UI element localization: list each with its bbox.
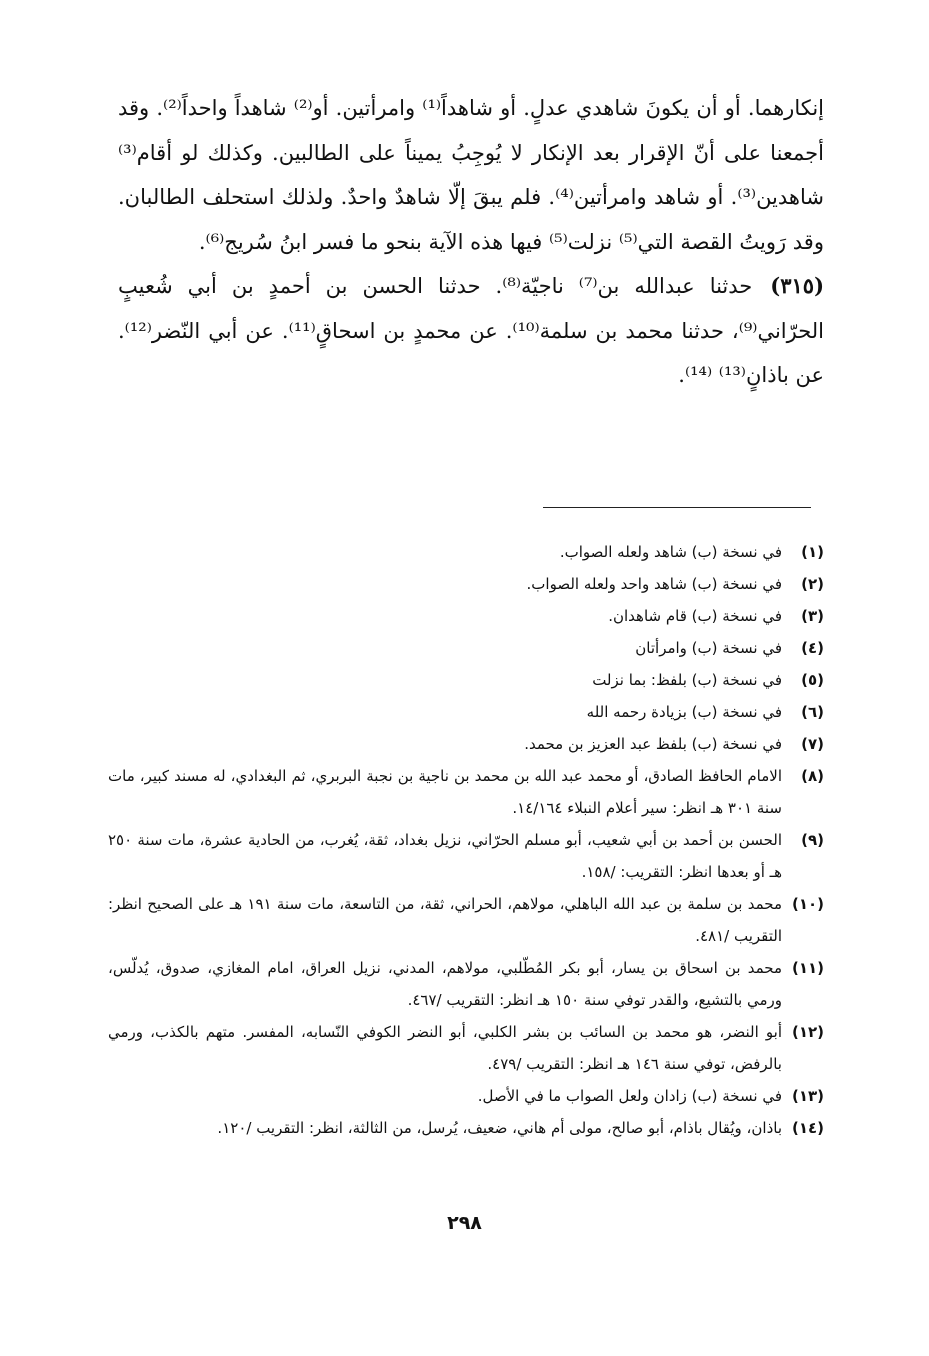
footnote-number: (٣) bbox=[801, 607, 824, 625]
page-number: ٢٩٨ bbox=[447, 1212, 482, 1234]
footnote-text: في نسخة (ب) بلفظ: بما نزلت bbox=[592, 671, 782, 689]
footnote-number: (١) bbox=[801, 543, 824, 561]
footnote-number: (٤) bbox=[801, 639, 824, 657]
footnote-text: في نسخة (ب) شاهد ولعله الصواب. bbox=[559, 543, 782, 561]
footnote-text: الامام الحافظ الصادق، أو محمد عبد الله بن محمد بن ناجية بن نجبة البربري، ثم البغدادي، له مسند كبير، مات سنة ٣٠١ هـ انظر: سير أعلام النبلاء ١٤/١٦٤. bbox=[108, 767, 782, 817]
footnote-text: في نسخة (ب) شاهد واحد ولعله الصواب. bbox=[526, 575, 782, 593]
footnote-item bbox=[108, 632, 824, 664]
footnote-text: باذان، ويُقال باذام، أبو صالح، مولى أم هاني، ضعيف، يُرسل، من الثالثة، انظر: التقريب /١٢٠. bbox=[217, 1119, 782, 1137]
footnote-number: (١٣) bbox=[791, 1087, 824, 1105]
main-paragraph: إنكارهما. أو أن يكونَ شاهدي عدلٍ. أو شاهداً⁽¹⁾ وامرأتين. أو⁽²⁾ شاهداً واحداً⁽²⁾. وقد أجمعنا على أنّ الإقرار بعد الإنكار لا يُوجِبُ يميناً على الطالبين. وكذلك لو أقام⁽³⁾ شاهدين⁽³⁾. أو شاهد وامرأتين⁽⁴⁾. فلم يبقَ إلّا شاهدٌ واحدٌ. ولذلك استحلف الطالبان. وقد رَويتُ القصة التي⁽⁵⁾ نزلت⁽⁵⁾ فيها هذه الآية بنحو ما فسر ابنُ سُريج⁽⁶⁾. bbox=[118, 96, 824, 254]
main-text bbox=[118, 86, 824, 398]
footnote-text: في نسخة (ب) زادان ولعل الصواب ما في الأصل. bbox=[477, 1087, 782, 1105]
footnote-item bbox=[108, 664, 824, 696]
footnote-item bbox=[108, 536, 824, 568]
footnote-text: في نسخة (ب) بزيادة رحمه الله bbox=[586, 703, 782, 721]
footnote-text: في نسخة (ب) قام شاهدان. bbox=[608, 607, 782, 625]
hadith-paragraph bbox=[118, 264, 824, 398]
footnote-item bbox=[108, 1080, 824, 1112]
footnote-number: (٢) bbox=[801, 575, 824, 593]
footnote-number: (١٠) bbox=[791, 895, 824, 913]
footnotes bbox=[108, 536, 824, 1144]
footnote-item bbox=[108, 696, 824, 728]
footnote-number: (٩) bbox=[801, 831, 824, 849]
footnote-item bbox=[108, 1016, 824, 1080]
footnote-item bbox=[108, 824, 824, 888]
footnote-number: (١٤) bbox=[791, 1119, 824, 1137]
footnote-item bbox=[108, 952, 824, 1016]
footnote-number: (١١) bbox=[791, 959, 824, 977]
footnote-text: أبو النضر، هو محمد بن السائب بن بشر الكلبي، أبو النضر الكوفي النّسابه، المفسر. متهم بالكذب، ورمي بالرفض، توفي سنة ١٤٦ هـ انظر: التقريب /٤٧٩. bbox=[108, 1023, 782, 1073]
footnote-item bbox=[108, 888, 824, 952]
hadith-chain: حدثنا عبدالله بن⁽⁷⁾ ناجيّة⁽⁸⁾. حدثنا الحسن بن أحمدٍ بن أبي شُعيبٍ الحرّاني⁽⁹⁾، حدثنا محمد بن سلمة⁽¹⁰⁾. عن محمدٍ بن اسحاقٍ⁽¹¹⁾. عن أبي النّضر⁽¹²⁾. عن باذانٍ⁽¹³⁾ ⁽¹⁴⁾. bbox=[118, 274, 825, 387]
footnote-item bbox=[108, 568, 824, 600]
footnote-text: الحسن بن أحمد بن أبي شعيب، أبو مسلم الحرّاني، نزيل بغداد، ثقة، يُغرب، من الحادية عشرة، مات سنة ٢٥٠ هـ أو بعدها انظر: التقريب: /١٥٨. bbox=[108, 831, 782, 881]
footnote-number: (٧) bbox=[801, 735, 824, 753]
hadith-number: (٣١٥) bbox=[770, 273, 825, 298]
footnote-item bbox=[108, 728, 824, 760]
footnote-text: في نسخة (ب) بلفظ عبد العزيز بن محمد. bbox=[524, 735, 782, 753]
footnote-number: (٦) bbox=[801, 703, 824, 721]
footnote-number: (٨) bbox=[801, 767, 824, 785]
footnote-item bbox=[108, 1112, 824, 1144]
footnote-divider bbox=[543, 507, 811, 508]
footnote-text: محمد بن سلمة بن عبد الله الباهلي، مولاهم، الحراني، ثقة، من التاسعة، مات سنة ١٩١ هـ على الصحيح انظر: التقريب /٤٨١. bbox=[108, 895, 782, 945]
footnote-item bbox=[108, 600, 824, 632]
footnote-number: (٥) bbox=[801, 671, 824, 689]
footnote-text: محمد بن اسحاق بن يسار، أبو بكر المُطّلبي، مولاهم، المدني، نزيل العراق، امام المغازي، صدوق، يُدلّس، ورمي بالتشيع، والقدر توفي سنة ١٥٠ هـ انظر: التقريب /٤٦٧. bbox=[108, 959, 782, 1009]
footnote-text: في نسخة (ب) وامرأتان bbox=[635, 639, 782, 657]
footnote-number: (١٢) bbox=[791, 1023, 824, 1041]
footnote-item bbox=[108, 760, 824, 824]
